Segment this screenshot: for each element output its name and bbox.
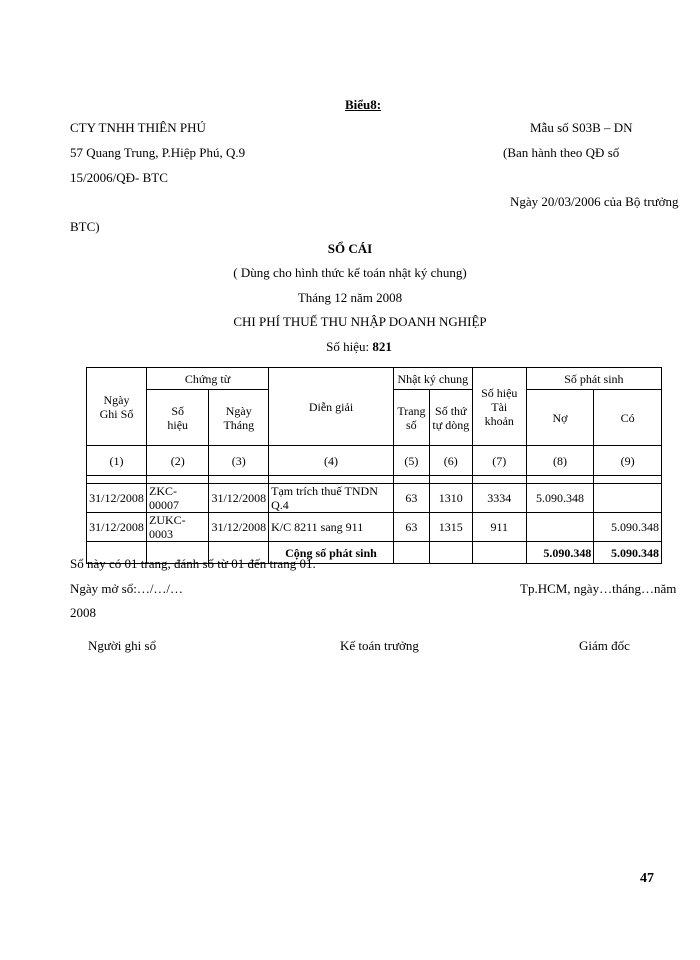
header-nhat-ky-chung: Nhật ký chung <box>393 368 472 390</box>
header-trang-so: Trang số <box>393 390 429 446</box>
column-index-row <box>87 446 662 476</box>
page-number: 47 <box>640 871 654 886</box>
ledger-note: Sổ này có 01 trang, đánh số từ 01 đến trang 01. <box>70 556 316 571</box>
year: 2008 <box>70 605 96 620</box>
total-debit: 5.090.348 <box>526 542 594 564</box>
col-index-3: (3) <box>209 446 269 476</box>
row-date: 31/12/2008 <box>87 484 147 513</box>
signature-chief-accountant: Kế toán trưởng <box>340 638 419 653</box>
row-line: 1310 <box>429 484 472 513</box>
table-row <box>87 513 662 542</box>
row-credit: 5.090.348 <box>594 513 662 542</box>
signature-director: Giám đốc <box>579 638 630 653</box>
header-so-hieu-tk: Số hiệu Tài khoản <box>472 368 526 446</box>
row-page: 63 <box>393 513 429 542</box>
row-line: 1315 <box>429 513 472 542</box>
col-index-4: (4) <box>269 446 394 476</box>
row-doc-date: 31/12/2008 <box>209 484 269 513</box>
form-number: Mẫu số S03B – DN <box>530 120 633 135</box>
account-code-label: Số hiệu: <box>326 339 370 354</box>
col-index-7: (7) <box>472 446 526 476</box>
row-doc-no: ZKC-00007 <box>146 484 208 513</box>
signature-recorder: Người ghi sổ <box>88 638 157 653</box>
issued-date: Ngày 20/03/2006 của Bộ trưởng <box>510 194 679 209</box>
row-page: 63 <box>393 484 429 513</box>
col-index-6: (6) <box>429 446 472 476</box>
col-index-1: (1) <box>87 446 147 476</box>
period: Tháng 12 năm 2008 <box>297 290 403 305</box>
header-so-thu-tu-dong: Số thứ tự dòng <box>429 390 472 446</box>
subtitle: ( Dùng cho hình thức kế toán nhật ký chung) <box>233 265 467 280</box>
row-date: 31/12/2008 <box>87 513 147 542</box>
account-name: CHI PHÍ THUẾ THU NHẬP DOANH NGHIỆP <box>233 314 487 329</box>
header-co: Có <box>594 390 662 446</box>
form-label: Biểu8: <box>345 97 382 112</box>
row-debit: 5.090.348 <box>526 484 594 513</box>
table-row <box>87 484 662 513</box>
place-date: Tp.HCM, ngày…tháng…năm <box>520 581 677 596</box>
header-so-phat-sinh: Số phát sinh <box>526 368 661 390</box>
issued-tail: BTC) <box>70 219 100 234</box>
spacer-row <box>87 476 662 484</box>
open-date: Ngày mở sổ:…/…/… <box>70 581 184 596</box>
company-address: 57 Quang Trung, P.Hiệp Phú, Q.9 <box>70 145 246 160</box>
row-account: 911 <box>472 513 526 542</box>
row-account: 3334 <box>472 484 526 513</box>
header-so-hieu: Số hiệu <box>146 390 208 446</box>
account-code: 821 <box>372 339 392 354</box>
row-doc-date: 31/12/2008 <box>209 513 269 542</box>
header-no: Nợ <box>526 390 594 446</box>
header-dien-giai: Diễn giải <box>269 368 394 446</box>
col-index-2: (2) <box>146 446 208 476</box>
page-title: SỔ CÁI <box>327 241 373 256</box>
row-credit <box>594 484 662 513</box>
header-ngay-thang: Ngày Tháng <box>209 390 269 446</box>
col-index-5: (5) <box>393 446 429 476</box>
row-desc: Tạm trích thuế TNDN Q.4 <box>269 484 394 513</box>
company-name: CTY TNHH THIÊN PHÚ <box>70 120 206 135</box>
header-chung-tu: Chứng từ <box>146 368 268 390</box>
header-ngay-ghi-so: Ngày Ghi Sổ <box>87 368 147 446</box>
total-label: Cộng số phát sinh <box>269 542 394 564</box>
row-doc-no: ZUKC-0003 <box>146 513 208 542</box>
issued-by: (Ban hành theo QĐ số <box>503 145 620 160</box>
row-debit <box>526 513 594 542</box>
company-ref: 15/2006/QĐ- BTC <box>70 170 168 185</box>
row-desc: K/C 8211 sang 911 <box>269 513 394 542</box>
ledger-table <box>86 367 662 564</box>
total-credit: 5.090.348 <box>594 542 662 564</box>
account-code-line <box>0 339 700 355</box>
col-index-8: (8) <box>526 446 594 476</box>
col-index-9: (9) <box>594 446 662 476</box>
